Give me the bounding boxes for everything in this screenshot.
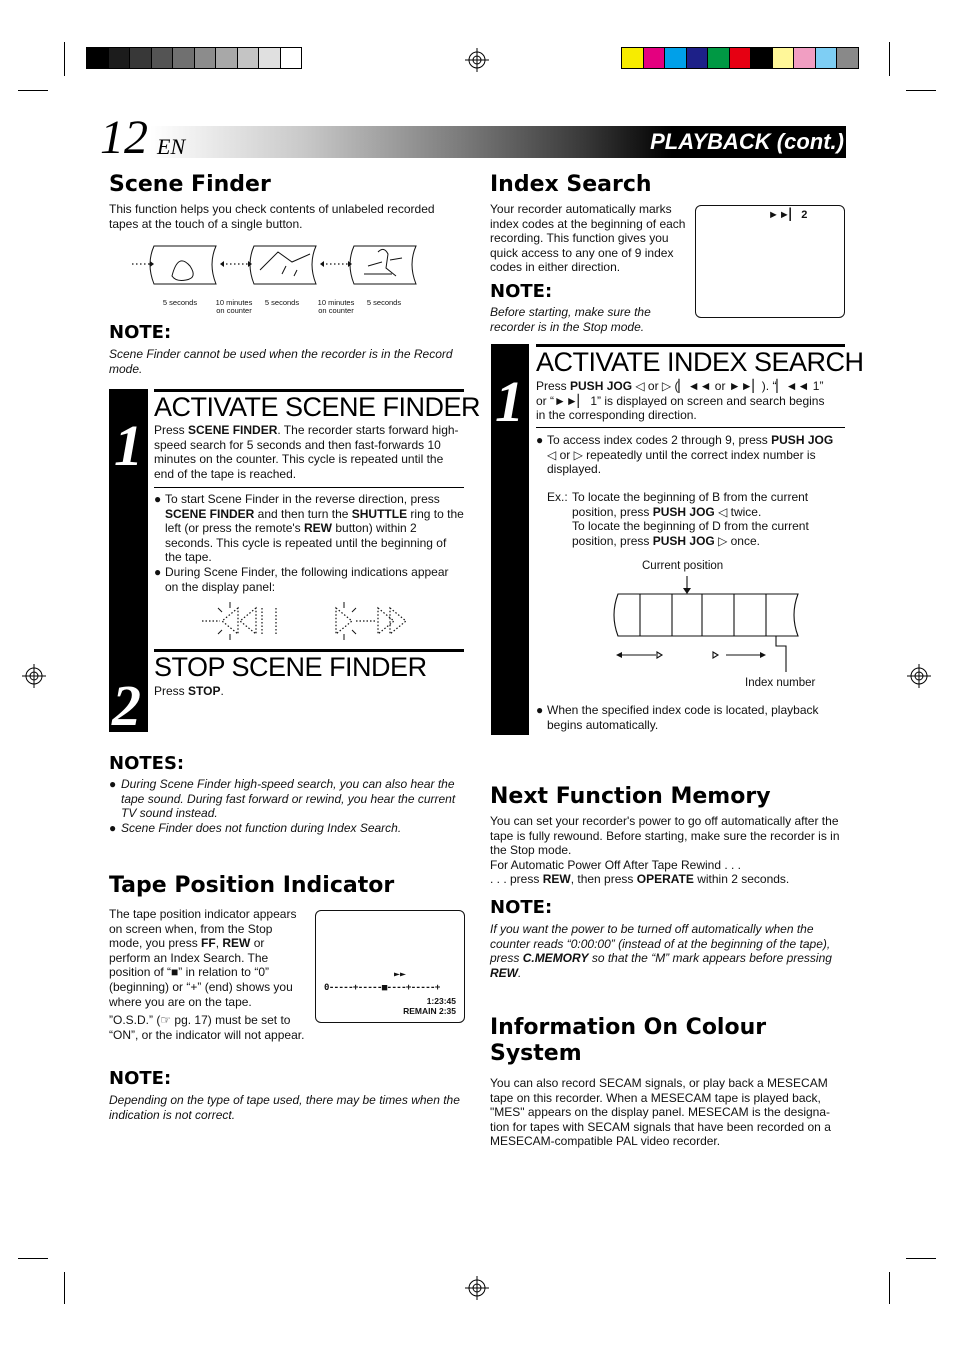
tape-position-text: The tape position indicator appears on screen when, from the Stop mode, you press FF, REW or perform an Index Search. The position of “■” in relation to “0” (beginning) or “+” (end) shows you where you are on the tape. (109, 907, 297, 1009)
bullet-dot: ● (154, 492, 162, 506)
crop-mark (889, 1272, 890, 1304)
tape-position-note: Depending on the type of tape used, there may be times when the indication is not correct. (109, 1093, 460, 1122)
scene-finder-intro: This function helps you check contents of unlabeled recorded tapes at the touch of a single button. (109, 202, 435, 231)
crop-mark (906, 90, 936, 91)
note-heading: NOTE: (490, 897, 553, 918)
crop-mark (18, 1258, 48, 1259)
color-swatch (729, 47, 752, 69)
note-item: Scene Finder does not function during Index Search. (121, 821, 402, 835)
note-heading: NOTE: (109, 322, 172, 343)
bullet-text: To access index codes 2 through 9, press PUSH JOG ◁ or ▷ repeatedly until the correct index number is displayed. (547, 433, 834, 477)
index-search-note: Before starting, make sure the recorder is in the Stop mode. (490, 305, 651, 334)
color-swatch (258, 47, 281, 69)
next-function-text: For Automatic Power Off After Tape Rewind . . . (490, 858, 742, 872)
index-search-intro: Your recorder automatically marks index codes at the beginning of each recording. This function gives you quick access to any one of 9 index codes in either direction. (490, 202, 686, 275)
step-text: Press SCENE FINDER. The recorder starts forward high-speed search for 5 seconds and then fast-forwards 10 minutes on the counter. This cycle is repeated until the end of the tape is reached. (154, 423, 459, 481)
index-indicator: ►►▏ 2 (768, 209, 808, 221)
bullet-dot: ● (154, 565, 162, 579)
crop-mark (906, 1258, 936, 1259)
note-heading: NOTE: (109, 1068, 172, 1089)
next-function-text: . . . press REW, then press OPERATE within 2 seconds. (490, 872, 790, 886)
page-language: EN (157, 134, 186, 159)
diagram-label: 5 seconds (366, 298, 402, 307)
notes-heading: NOTES: (109, 753, 185, 774)
tape-position-scale: 0-----+-----■----+-----+ (324, 983, 440, 993)
color-swatch (86, 47, 109, 69)
bullet-text: When the specified index code is located, playback begins automatically. (547, 703, 819, 732)
scene-finder-diagram (132, 240, 422, 296)
color-swatch (686, 47, 709, 69)
tape-position-heading: Tape Position Indicator (109, 873, 395, 898)
color-swatch (621, 47, 644, 69)
step-number: 2 (112, 673, 141, 738)
step-text: Press PUSH JOG ◁ or ▷ (▏◄◄ or ►►▏). “▏◄◄ 1” or “►►▏ 1” is displayed on screen and search begins in the corresponding direction. (536, 379, 825, 423)
colour-system-text: You can also record SECAM signals, or play back a MESECAM tape on this recorder. When a MESECAM tape is played back, "MES" appears on the display panel. MESECAM is the designa-tion for tapes with SECAM signals that have been recorded on a MESECAM-compatible PAL video recorder. (490, 1076, 831, 1149)
crop-mark (18, 90, 48, 91)
step-title: ACTIVATE INDEX SEARCH (536, 347, 864, 377)
color-swatch (172, 47, 195, 69)
divider (536, 427, 845, 428)
color-swatch (194, 47, 217, 69)
next-function-text: You can set your recorder's power to go off automatically after the tape is fully rewound. Before starting, make sure the recorder is in the Stop mode. (490, 814, 840, 858)
bullet-dot: ● (109, 821, 117, 835)
color-swatch (836, 47, 859, 69)
color-calibration-strip (621, 47, 858, 69)
next-function-note: If you want the power to be turned off automatically when the counter reads “0:00:00” (instead of at the beginning of the tape), press C.MEMORY so that the “M” mark appears before pressing REW. (490, 922, 832, 980)
divider (154, 487, 464, 488)
bullet-text: During Scene Finder, the following indications appear on the display panel: (165, 565, 449, 594)
color-swatch (237, 47, 260, 69)
example-label: Ex.: (547, 490, 568, 504)
bullet-dot: ● (536, 433, 544, 447)
fast-forward-indication-icon (326, 600, 414, 642)
registration-mark-icon (22, 664, 46, 688)
registration-mark-icon (465, 1276, 489, 1300)
color-swatch (815, 47, 838, 69)
counter-time: 1:23:45 (426, 996, 456, 1006)
scene-finder-note: Scene Finder cannot be used when the recorder is in the Record mode. (109, 347, 453, 376)
color-swatch (280, 47, 303, 69)
color-swatch (129, 47, 152, 69)
note-item: During Scene Finder high-speed search, you can also hear the tape sound. During fast forward or rewind, you hear the current TV sound instead. (121, 777, 456, 821)
remain-time: REMAIN 2:35 (403, 1006, 456, 1016)
gray-calibration-strip (86, 47, 301, 69)
bullet-dot: ● (109, 777, 117, 791)
index-number-label: Index number (745, 677, 816, 689)
color-swatch (707, 47, 730, 69)
diagram-label: 10 minutes on counter (317, 298, 355, 315)
step-title: ACTIVATE SCENE FINDER (154, 392, 481, 422)
registration-mark-icon (465, 48, 489, 72)
color-swatch (750, 47, 773, 69)
step-title: STOP SCENE FINDER (154, 652, 427, 682)
note-heading: NOTE: (490, 281, 553, 302)
section-title: PLAYBACK (cont.) (650, 129, 844, 154)
step-text: Press STOP. (154, 684, 224, 698)
step-number: 1 (495, 369, 524, 434)
color-swatch (151, 47, 174, 69)
color-swatch (108, 47, 131, 69)
crop-mark (889, 42, 890, 76)
step-number: 1 (114, 413, 143, 478)
diagram-label: 5 seconds (162, 298, 198, 307)
color-swatch (643, 47, 666, 69)
bullet-text: To start Scene Finder in the reverse direction, press SCENE FINDER and then turn the SHUTTLE ring to the left (or press the remote's REW button) within 2 seconds. This cycle is repeated until the beginning of the tape. (165, 492, 464, 565)
ff-symbol: ►► (394, 969, 407, 980)
registration-mark-icon (907, 664, 931, 688)
index-search-screen (695, 205, 845, 318)
tape-position-osd-text: ”O.S.D.” (☞ pg. 17) must be set to “ON”, or the indicator will not appear. (109, 1013, 305, 1042)
index-search-heading: Index Search (490, 172, 652, 197)
example-text: To locate the beginning of D from the current position, press PUSH JOG ▷ once. (572, 519, 809, 548)
crop-mark (64, 42, 65, 76)
color-swatch (215, 47, 238, 69)
current-position-label: Current position (642, 560, 724, 572)
index-tape-diagram (608, 574, 808, 676)
crop-mark (64, 1272, 65, 1304)
color-swatch (793, 47, 816, 69)
scene-finder-heading: Scene Finder (109, 172, 271, 197)
bullet-dot: ● (536, 703, 544, 717)
diagram-label: 5 seconds (264, 298, 300, 307)
diagram-label: 10 minutes on counter (215, 298, 253, 315)
page-number: 12 (100, 111, 148, 164)
example-text: To locate the beginning of B from the current position, press PUSH JOG ◁ twice. (572, 490, 809, 519)
colour-system-heading: Information On Colour System (490, 1015, 767, 1066)
color-swatch (772, 47, 795, 69)
next-function-heading: Next Function Memory (490, 784, 771, 809)
rewind-indication-icon (200, 600, 288, 642)
color-swatch (664, 47, 687, 69)
